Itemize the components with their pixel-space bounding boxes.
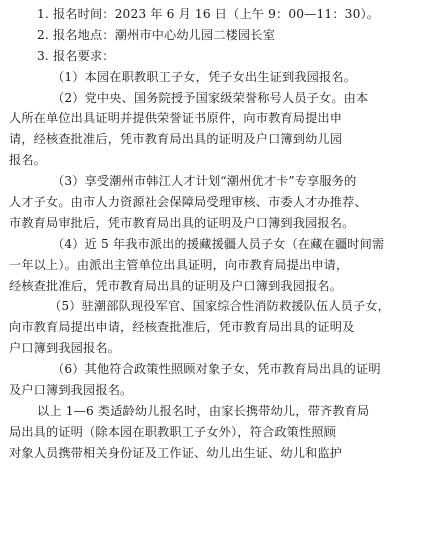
text-line: 经核查批准后，凭市教育局出具的证明及户口簿到我园报名。 [9, 278, 343, 293]
text-line: 及户口簿到我园报名。 [9, 383, 133, 398]
text-line-item-2: （2）党中央、国务院授予国家级荣誉称号人员子女。由本 [52, 90, 369, 105]
text-line-registration-location: 2. 报名地点：潮州市中心幼儿园二楼园长室 [37, 27, 276, 42]
text-line: 市教育局审批后，凭市教育局出具的证明及户口簿到我园报名。 [9, 215, 355, 230]
text-line-registration-time: 1. 报名时间：2023 年 6 月 16 日（上午 9：00—11：30）。 [37, 7, 380, 21]
text-line: 一年以上）。由派出主管单位出具证明，向市教育局提出申请， [9, 257, 349, 272]
text-line: 请，经核查批准后，凭市教育局出具的证明及户口簿到幼儿园 [9, 132, 343, 147]
text-line: 人才子女。由市人力资源社会保障局受理审核、市委人才办推荐、 [9, 195, 367, 210]
text-line: 对象人员携带相关身份证及工作证、幼儿出生证、幼儿和监护 [9, 445, 343, 460]
text-line-requirements-heading: 3. 报名要求： [37, 48, 115, 63]
text-line-item-1: （1）本园在职教职工子女，凭子女出生证到我园报名。 [52, 69, 357, 84]
text-line: 报名。 [9, 153, 47, 168]
text-line: 人所在单位出具证明并提供荣誉证书原件，向市教育局提出申 [9, 111, 343, 126]
text-line-item-3: （3）享受潮州市韩江人才计划“潮州优才卡”专享服务的 [52, 174, 357, 189]
text-line-item-5: （5）驻潮部队现役军官、国家综合性消防救援队伍人员子女， [49, 299, 391, 314]
text-line: 户口簿到我园报名。 [9, 341, 121, 356]
text-line-item-6: （6）其他符合政策性照顾对象子女，凭市教育局出具的证明 [52, 362, 381, 377]
text-line: 局出具的证明（除本园在职教职工子女外），符合政策性照顾 [9, 424, 337, 439]
text-line-summary: 以上 1—6 类适龄幼儿报名时，由家长携带幼儿，带齐教育局 [37, 403, 370, 418]
text-line: 向市教育局提出申请，经核查批准后，凭市教育局出具的证明及 [9, 320, 355, 335]
text-line-item-4: （4）近 5 年我市派出的援藏援疆人员子女（在藏在疆时间需 [52, 236, 385, 251]
